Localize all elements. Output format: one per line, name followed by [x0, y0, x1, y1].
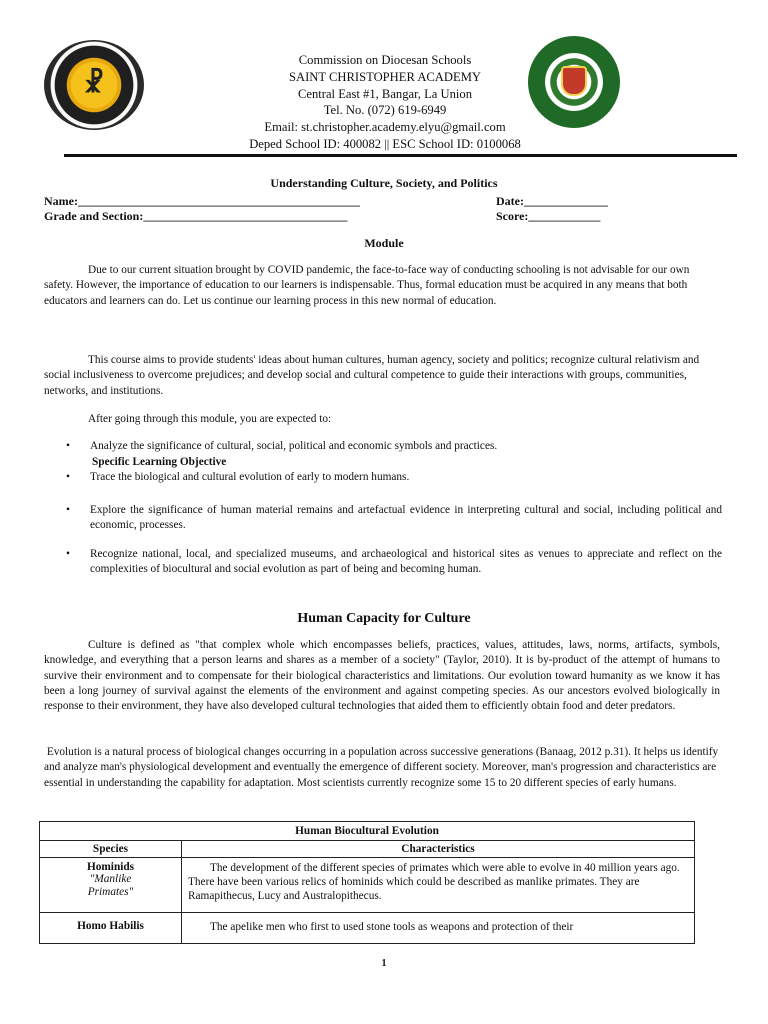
date-field: Date:______________ — [496, 194, 608, 208]
objective-item: • Trace the biological and cultural evolution of early to modern humans. — [66, 471, 410, 483]
school-address: Central East #1, Bangar, La Union — [297, 86, 472, 101]
section-title: Human Capacity for Culture — [297, 611, 471, 626]
expected-paragraph: After going through this module, you are expected to: — [88, 413, 332, 425]
table-row — [40, 913, 695, 944]
school-telephone: Tel. No. (072) 619-6949 — [323, 103, 447, 118]
school-email: Email: st.christopher.academy.elyu@gmail.com — [264, 120, 506, 135]
species-alias: Primates" — [87, 886, 134, 898]
name-field: Name:_______________________________________________ — [44, 194, 360, 208]
species-cell — [40, 858, 182, 913]
specific-objective-heading: Specific Learning Objective — [92, 456, 227, 468]
intro-paragraph: Due to our current situation brought by COVID pandemic, the face-to-face way of conducting schooling is not advisable for our own safety. However, the importance of education to our learners is indispensable. Thus, formal education must be acquired in any means that both educators and learners can do. Let us continue our learning process in this new normal of education. — [44, 264, 690, 307]
species-name: Hominids — [86, 861, 135, 873]
table-title: Human Biocultural Evolution — [40, 822, 695, 841]
letterhead — [180, 52, 590, 153]
chi-rho-icon: ☧ — [83, 69, 105, 98]
header-divider — [64, 154, 737, 157]
biocultural-evolution-table — [39, 821, 695, 944]
school-ids: Deped School ID: 400082 || ESC School ID: 0100068 — [249, 136, 521, 151]
objective-item: • Analyze the significance of cultural, social, political and economic symbols and practices. — [66, 440, 498, 452]
subject-title: Understanding Culture, Society, and Politics — [270, 176, 498, 190]
aims-paragraph: This course aims to provide students' ideas about human cultures, human agency, society and politics; recognize cultural relativism and social inclusiveness to overcome prejudices; and develop social and cultural competence to guide their interactions with groups, communities, networks, and institutions. — [44, 354, 700, 397]
column-header-characteristics: Characteristics — [182, 841, 695, 858]
diocesan-schools-logo — [44, 40, 144, 130]
species-alias: "Manlike — [89, 873, 132, 885]
score-field: Score:____________ — [496, 209, 601, 223]
page-number: 1 — [381, 958, 387, 969]
culture-paragraph: Culture is defined as "that complex whole which encompasses beliefs, practices, values, attitudes, laws, norms, artifacts, symbols, knowledge, and everything that a person learns and shares as a member of a society" (Taylor, 2010). It is by-product of the attempt of humans to survive their environment and to compensate for their biological characteristics and limitations. Our evolution toward humanity as we know it has been a long journey of survival against the elements of the environment and against competing species. As our ancestors evolved biologically in response to their environment, they have also developed cultural technologies that aided them to efficiently obtain food and deter predators. — [44, 639, 720, 713]
characteristics-cell: The development of the different species of primates which were able to evolve in 40 million years ago. There have been various relics of hominids which could be described as manlike primates. They are Ramapithecus, Lucy and Australopithecus. — [182, 858, 695, 913]
objective-item: • Recognize national, local, and specialized museums, and archaeological and historical sites as venues to appreciate and reflect on the complexities of biocultural and social evolution as part of being and becoming human. — [66, 548, 722, 576]
column-header-species: Species — [40, 841, 182, 858]
table-row — [40, 858, 695, 913]
grade-section-field: Grade and Section:__________________________________ — [44, 209, 348, 223]
species-name: Homo Habilis — [77, 920, 144, 932]
module-title: Module — [364, 236, 404, 250]
objective-item: • Explore the significance of human material remains and artefactual evidence in interpreting cultural and social, including political and economic, processes. — [66, 504, 722, 532]
characteristics-cell: The apelike men who first to used stone tools as weapons and protection of their — [182, 913, 695, 944]
org-name: Commission on Diocesan Schools — [298, 53, 472, 67]
species-cell — [40, 913, 182, 944]
evolution-paragraph: Evolution is a natural process of biological changes occurring in a population across successive generations (Banaag, 2012 p.31). It helps us identify and analyze man's physiological development and eventually the emergence of different society. Moreover, man's progression and characteristics are essential in understanding the capability for adaptation. Most scientists currently recognize some 15 to 20 different species of early humans. — [44, 746, 719, 789]
school-name: SAINT CHRISTOPHER ACADEMY — [289, 69, 481, 84]
